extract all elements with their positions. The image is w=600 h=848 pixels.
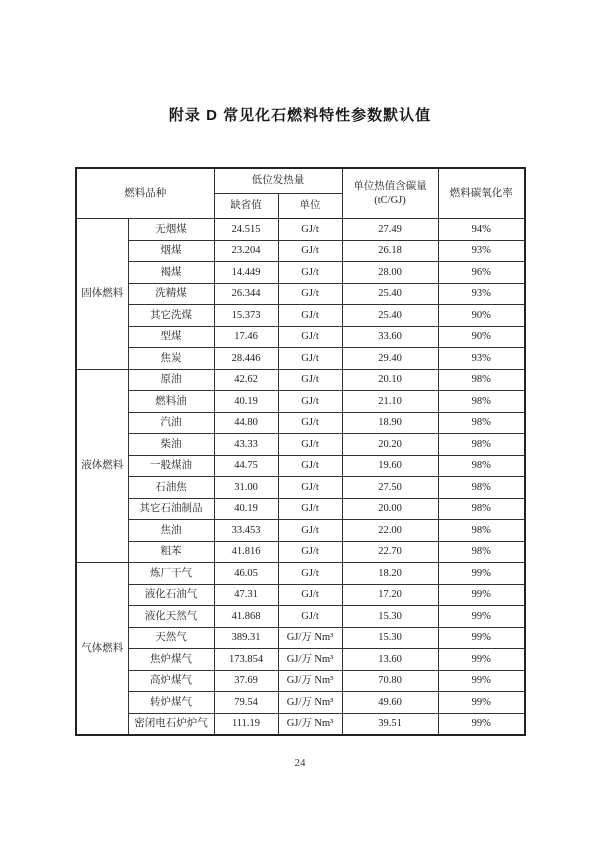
table-header	[76, 168, 525, 219]
fuel-cell: 焦油	[128, 520, 214, 542]
carbon-cell: 27.49	[342, 219, 438, 241]
carbon-cell: 15.30	[342, 627, 438, 649]
value-cell: 37.69	[214, 670, 278, 692]
carbon-cell: 27.50	[342, 477, 438, 499]
fuel-cell: 无烟煤	[128, 219, 214, 241]
fuel-cell: 燃料油	[128, 391, 214, 413]
unit-cell: GJ/t	[278, 498, 342, 520]
fuel-parameters-table	[75, 167, 526, 736]
value-cell: 40.19	[214, 391, 278, 413]
table-row	[76, 627, 525, 649]
table-row	[76, 670, 525, 692]
carbon-cell: 39.51	[342, 713, 438, 735]
table-row	[76, 606, 525, 628]
unit-cell: GJ/t	[278, 219, 342, 241]
unit-cell: GJ/t	[278, 369, 342, 391]
oxidation-cell: 99%	[438, 670, 525, 692]
oxidation-cell: 94%	[438, 219, 525, 241]
oxidation-cell: 98%	[438, 434, 525, 456]
unit-cell: GJ/t	[278, 240, 342, 262]
unit-cell: GJ/t	[278, 434, 342, 456]
table-row	[76, 283, 525, 305]
fuel-cell: 炼厂干气	[128, 563, 214, 585]
table-row	[76, 477, 525, 499]
table-row	[76, 455, 525, 477]
table-row	[76, 584, 525, 606]
oxidation-cell: 98%	[438, 369, 525, 391]
carbon-cell: 25.40	[342, 305, 438, 327]
carbon-cell: 21.10	[342, 391, 438, 413]
value-cell: 31.00	[214, 477, 278, 499]
value-cell: 33.453	[214, 520, 278, 542]
fuel-cell: 型煤	[128, 326, 214, 348]
table-row	[76, 563, 525, 585]
value-cell: 111.19	[214, 713, 278, 735]
carbon-cell: 15.30	[342, 606, 438, 628]
value-cell: 24.515	[214, 219, 278, 241]
fuel-cell: 一般煤油	[128, 455, 214, 477]
unit-cell: GJ/万 Nm³	[278, 713, 342, 735]
unit-cell: GJ/万 Nm³	[278, 670, 342, 692]
oxidation-cell: 90%	[438, 326, 525, 348]
oxidation-cell: 93%	[438, 240, 525, 262]
oxidation-cell: 93%	[438, 348, 525, 370]
header-carbon-content	[342, 168, 438, 219]
value-cell: 14.449	[214, 262, 278, 284]
fuel-cell: 转炉煤气	[128, 692, 214, 714]
unit-cell: GJ/万 Nm³	[278, 649, 342, 671]
oxidation-cell: 98%	[438, 455, 525, 477]
oxidation-cell: 99%	[438, 649, 525, 671]
unit-cell: GJ/t	[278, 348, 342, 370]
oxidation-cell: 99%	[438, 627, 525, 649]
oxidation-cell: 98%	[438, 391, 525, 413]
table-row	[76, 391, 525, 413]
oxidation-cell: 99%	[438, 713, 525, 735]
unit-cell: GJ/t	[278, 563, 342, 585]
carbon-cell: 19.60	[342, 455, 438, 477]
carbon-cell: 20.00	[342, 498, 438, 520]
unit-cell: GJ/t	[278, 477, 342, 499]
page-title: 附录 D 常见化石燃料特性参数默认值	[168, 107, 432, 124]
header-carbon-content-line1: 单位热值含碳量	[353, 181, 427, 193]
header-oxidation-rate: 燃料碳氧化率	[438, 168, 525, 219]
header-row-1	[76, 168, 525, 194]
fuel-cell: 石油焦	[128, 477, 214, 499]
fuel-table-body	[76, 219, 525, 736]
unit-cell: GJ/t	[278, 326, 342, 348]
carbon-cell: 33.60	[342, 326, 438, 348]
table-row	[76, 520, 525, 542]
carbon-cell: 20.10	[342, 369, 438, 391]
value-cell: 41.868	[214, 606, 278, 628]
table-row	[76, 240, 525, 262]
oxidation-cell: 96%	[438, 262, 525, 284]
unit-cell: GJ/t	[278, 283, 342, 305]
value-cell: 15.373	[214, 305, 278, 327]
table-row	[76, 692, 525, 714]
fuel-cell: 柴油	[128, 434, 214, 456]
value-cell: 173.854	[214, 649, 278, 671]
fuel-category-cell: 固体燃料	[76, 219, 128, 370]
header-default-value: 缺省值	[214, 194, 278, 219]
carbon-cell: 18.20	[342, 563, 438, 585]
table-row	[76, 434, 525, 456]
fuel-cell: 高炉煤气	[128, 670, 214, 692]
oxidation-cell: 99%	[438, 606, 525, 628]
value-cell: 47.31	[214, 584, 278, 606]
table-row	[76, 369, 525, 391]
carbon-cell: 49.60	[342, 692, 438, 714]
oxidation-cell: 99%	[438, 692, 525, 714]
oxidation-cell: 93%	[438, 283, 525, 305]
carbon-cell: 22.00	[342, 520, 438, 542]
unit-cell: GJ/t	[278, 606, 342, 628]
unit-cell: GJ/t	[278, 455, 342, 477]
carbon-cell: 26.18	[342, 240, 438, 262]
fuel-cell: 液化石油气	[128, 584, 214, 606]
oxidation-cell: 90%	[438, 305, 525, 327]
table-row	[76, 305, 525, 327]
unit-cell: GJ/t	[278, 541, 342, 563]
fuel-cell: 焦炭	[128, 348, 214, 370]
unit-cell: GJ/t	[278, 262, 342, 284]
table-row	[76, 541, 525, 563]
value-cell: 26.344	[214, 283, 278, 305]
fuel-cell: 汽油	[128, 412, 214, 434]
oxidation-cell: 98%	[438, 477, 525, 499]
value-cell: 17.46	[214, 326, 278, 348]
oxidation-cell: 98%	[438, 498, 525, 520]
value-cell: 42.62	[214, 369, 278, 391]
carbon-cell: 13.60	[342, 649, 438, 671]
unit-cell: GJ/t	[278, 520, 342, 542]
oxidation-cell: 98%	[438, 412, 525, 434]
oxidation-cell: 98%	[438, 541, 525, 563]
fuel-cell: 其它洗煤	[128, 305, 214, 327]
value-cell: 389.31	[214, 627, 278, 649]
header-lower-heating-value: 低位发热量	[214, 168, 342, 194]
carbon-cell: 29.40	[342, 348, 438, 370]
table-row	[76, 348, 525, 370]
value-cell: 44.75	[214, 455, 278, 477]
fuel-cell: 其它石油制品	[128, 498, 214, 520]
table-row	[76, 498, 525, 520]
header-fuel-type: 燃料品种	[76, 168, 214, 219]
value-cell: 23.204	[214, 240, 278, 262]
unit-cell: GJ/t	[278, 391, 342, 413]
carbon-cell: 22.70	[342, 541, 438, 563]
value-cell: 44.80	[214, 412, 278, 434]
oxidation-cell: 98%	[438, 520, 525, 542]
table-row	[76, 262, 525, 284]
oxidation-cell: 99%	[438, 584, 525, 606]
fuel-cell: 密闭电石炉炉气	[128, 713, 214, 735]
fuel-cell: 褐煤	[128, 262, 214, 284]
unit-cell: GJ/t	[278, 584, 342, 606]
value-cell: 28.446	[214, 348, 278, 370]
fuel-parameters-table-container	[75, 167, 526, 736]
carbon-cell: 18.90	[342, 412, 438, 434]
fuel-cell: 洗精煤	[128, 283, 214, 305]
value-cell: 46.05	[214, 563, 278, 585]
fuel-cell: 原油	[128, 369, 214, 391]
unit-cell: GJ/t	[278, 305, 342, 327]
table-row	[76, 219, 525, 241]
value-cell: 43.33	[214, 434, 278, 456]
value-cell: 40.19	[214, 498, 278, 520]
header-carbon-content-line2: (tC/GJ)	[374, 194, 406, 206]
carbon-cell: 28.00	[342, 262, 438, 284]
fuel-category-cell: 气体燃料	[76, 563, 128, 736]
fuel-cell: 液化天然气	[128, 606, 214, 628]
fuel-category-cell: 液体燃料	[76, 369, 128, 563]
table-row	[76, 412, 525, 434]
unit-cell: GJ/t	[278, 412, 342, 434]
fuel-cell: 烟煤	[128, 240, 214, 262]
page-number: 24	[294, 757, 306, 769]
fuel-cell: 焦炉煤气	[128, 649, 214, 671]
table-row	[76, 326, 525, 348]
value-cell: 41.816	[214, 541, 278, 563]
carbon-cell: 20.20	[342, 434, 438, 456]
carbon-cell: 25.40	[342, 283, 438, 305]
table-row	[76, 649, 525, 671]
carbon-cell: 17.20	[342, 584, 438, 606]
carbon-cell: 70.80	[342, 670, 438, 692]
oxidation-cell: 99%	[438, 563, 525, 585]
unit-cell: GJ/万 Nm³	[278, 692, 342, 714]
fuel-cell: 粗苯	[128, 541, 214, 563]
fuel-cell: 天然气	[128, 627, 214, 649]
value-cell: 79.54	[214, 692, 278, 714]
table-row	[76, 713, 525, 735]
header-unit: 单位	[278, 194, 342, 219]
unit-cell: GJ/万 Nm³	[278, 627, 342, 649]
